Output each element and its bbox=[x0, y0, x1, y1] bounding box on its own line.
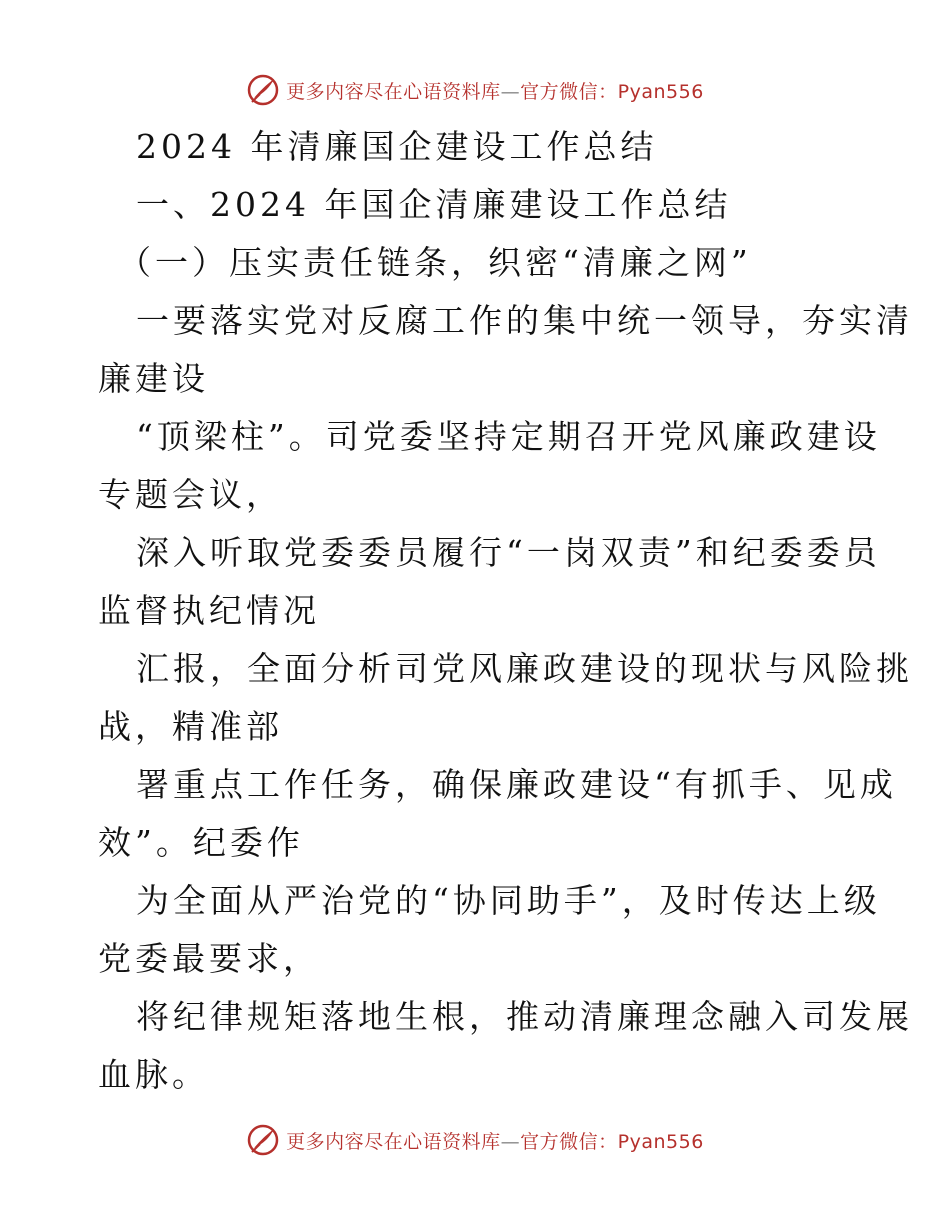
body-line: 为全面从严治党的“协同助手”，及时传达上级 bbox=[136, 881, 881, 920]
body-line: 廉建设 bbox=[98, 359, 209, 398]
body-line: 署重点工作任务，确保廉政建设“有抓手、见成 bbox=[136, 765, 897, 804]
body-line: 党委最要求， bbox=[98, 939, 320, 978]
body-line: 深入听取党委委员履行“一岗双责”和纪委委员 bbox=[136, 533, 881, 572]
watermark-separator: — bbox=[500, 1130, 521, 1153]
body-line: 汇报，全面分析司党风廉政建设的现状与风险挑 bbox=[136, 649, 913, 688]
header-watermark bbox=[0, 72, 950, 108]
body-line: 血脉。 bbox=[98, 1055, 209, 1094]
section-heading: 一、2024 年国企清廉建设工作总结 bbox=[136, 185, 732, 224]
feather-logo-icon bbox=[246, 73, 280, 107]
watermark-main-text: 更多内容尽在心语资料库 bbox=[286, 80, 501, 103]
watermark-wechat-text: 官方微信：Pyan556 bbox=[520, 1130, 704, 1153]
body-line: 将纪律规矩落地生根，推动清廉理念融入司发展 bbox=[136, 997, 913, 1036]
watermark-main-text: 更多内容尽在心语资料库 bbox=[286, 1130, 501, 1153]
watermark-wechat-text: 官方微信：Pyan556 bbox=[520, 80, 704, 103]
body-line: 监督执纪情况 bbox=[98, 591, 320, 630]
body-line: 专题会议， bbox=[98, 475, 283, 514]
body-line: 效”。纪委作 bbox=[98, 823, 304, 862]
feather-logo-icon bbox=[246, 1123, 280, 1157]
body-line: “顶梁柱”。司党委坚持定期召开党风廉政建设 bbox=[136, 417, 881, 456]
footer-watermark bbox=[0, 1122, 950, 1158]
body-line: 战，精准部 bbox=[98, 707, 283, 746]
body-line: 一要落实党对反腐工作的集中统一领导，夯实清 bbox=[136, 301, 913, 340]
subsection-heading: （一）压实责任链条，织密“清廉之网” bbox=[118, 243, 752, 282]
document-title: 2024 年清廉国企建设工作总结 bbox=[136, 127, 658, 166]
watermark-separator: — bbox=[500, 80, 521, 103]
document-body bbox=[98, 118, 913, 1104]
